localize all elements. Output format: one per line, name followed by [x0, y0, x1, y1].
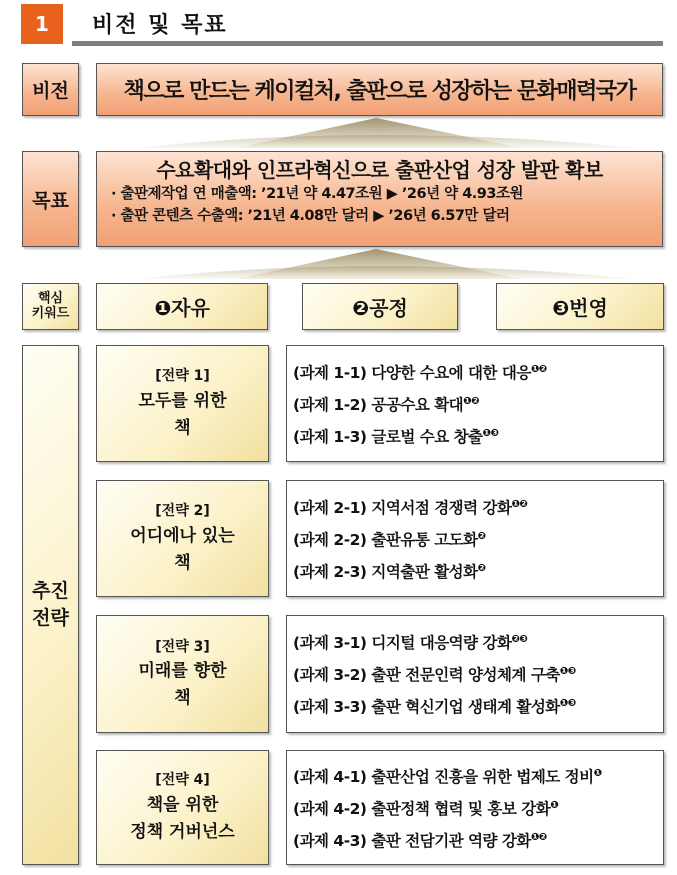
strategy-tag: [전략 1] — [155, 368, 210, 385]
goal-bullet: · 출판 콘텐츠 수출액: ’21년 4.08만 달러 ▶ ’26년 6.57만 달러 — [111, 207, 510, 224]
strategy-label — [22, 345, 79, 865]
keyword-marks: ❷ — [477, 562, 486, 574]
task-text: (과제 3-2) 출판 전문인력 양성체계 구축 — [293, 666, 560, 684]
task-item — [293, 496, 663, 518]
keyword-freedom: ❶자유 — [96, 283, 268, 330]
title-underline — [72, 41, 663, 46]
task-text: (과제 3-3) 출판 혁신기업 생태계 활성화 — [293, 698, 560, 716]
strategy-tag: [전략 2] — [155, 503, 210, 520]
keyword-marks: ❶❷ — [530, 363, 547, 375]
goal-box — [96, 151, 663, 247]
task-text: (과제 2-2) 출판유통 고도화 — [293, 530, 478, 549]
task-text: (과제 4-2) 출판정책 협력 및 홍보 강화 — [293, 799, 551, 818]
keyword-marks: ❷ — [477, 530, 486, 542]
up-arrow-icon — [96, 249, 663, 279]
task-item — [293, 361, 663, 383]
task-item — [293, 528, 663, 550]
task-text: (과제 1-3) 글로벌 수요 창출 — [293, 427, 483, 446]
strategy-box — [96, 480, 269, 597]
strategy-title: 책 — [174, 688, 191, 709]
section-number: 1 — [21, 4, 63, 44]
vision-box: 책으로 만드는 케이컬처, 출판으로 성장하는 문화매력국가 — [96, 63, 663, 116]
task-item — [293, 560, 663, 582]
strategy-tag: [전략 3] — [155, 638, 210, 655]
keyword-fairness: ❷공정 — [302, 283, 458, 330]
task-item — [293, 695, 663, 717]
keyword-marks: ❶❷ — [463, 395, 480, 407]
strategy-title: 미래를 향한 — [138, 661, 227, 681]
strategy-label-line: 추진 — [32, 580, 69, 603]
keyword-marks: ❶❸ — [559, 697, 576, 709]
keyword-marks: ❶ — [550, 799, 559, 811]
strategy-box — [96, 750, 269, 865]
vision-label: 비전 — [22, 63, 79, 116]
keyword-label-line: 핵심 — [37, 290, 64, 306]
strategy-title: 어디에나 있는 — [130, 525, 235, 546]
keyword-label — [22, 283, 79, 330]
task-text: (과제 1-2) 공공수요 확대 — [293, 395, 464, 414]
keyword-marks: ❶❸ — [559, 665, 576, 677]
task-item — [293, 829, 663, 851]
task-list — [286, 615, 664, 733]
keyword-prosperity: ❸번영 — [496, 283, 664, 330]
strategy-box — [96, 345, 269, 462]
keyword-marks: ❶❷ — [511, 498, 528, 510]
task-text: (과제 2-1) 지역서점 경쟁력 강화 — [293, 498, 512, 517]
keyword-marks: ❷❸ — [511, 633, 528, 645]
task-item — [293, 797, 663, 819]
task-list — [286, 480, 664, 597]
strategy-title: 책을 위한 — [146, 794, 219, 815]
goal-label: 목표 — [22, 151, 79, 247]
task-text: (과제 4-3) 출판 전담기관 역량 강화 — [293, 831, 531, 850]
up-arrow-icon — [96, 118, 663, 148]
strategy-title: 모두를 위한 — [138, 390, 227, 411]
task-item — [293, 425, 663, 447]
task-item — [293, 663, 663, 685]
page-title: 비전 및 목표 — [92, 13, 228, 38]
strategy-box — [96, 615, 269, 733]
strategy-title: 책 — [174, 552, 191, 573]
task-item — [293, 631, 663, 653]
strategy-tag: [전략 4] — [155, 772, 210, 789]
task-item — [293, 765, 663, 787]
strategy-title: 책 — [174, 417, 191, 438]
task-list — [286, 750, 664, 865]
strategy-label-line: 전략 — [32, 607, 69, 629]
keyword-marks: ❶❷ — [530, 831, 547, 843]
task-text: (과제 4-1) 출판산업 진흥을 위한 법제도 정비 — [293, 767, 594, 786]
strategy-title: 정책 거버넌스 — [130, 821, 235, 842]
keyword-label-line: 키워드 — [31, 305, 70, 321]
task-text: (과제 1-1) 다양한 수요에 대한 대응 — [293, 363, 531, 382]
task-list — [286, 345, 664, 462]
goal-bullet: · 출판제작업 연 매출액: ’21년 약 4.47조원 ▶ ’26년 약 4.93조원 — [111, 186, 523, 202]
task-text: (과제 3-1) 디지털 대응역량 강화 — [293, 634, 512, 652]
keyword-marks: ❶ — [593, 767, 602, 779]
goal-headline: 수요확대와 인프라혁신으로 출판산업 성장 발판 확보 — [156, 158, 603, 182]
task-text: (과제 2-3) 지역출판 활성화 — [293, 562, 478, 581]
keyword-marks: ❶❸ — [482, 427, 499, 439]
task-item — [293, 393, 663, 415]
